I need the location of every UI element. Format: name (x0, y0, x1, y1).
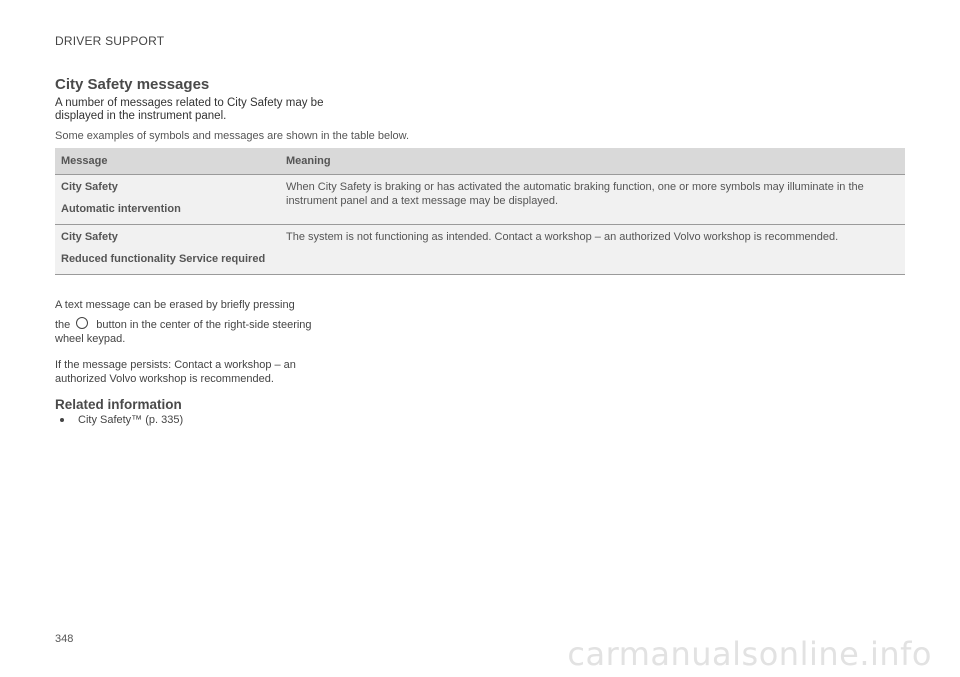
message-subtitle: Reduced functionality Service required (61, 252, 266, 265)
message-cell (55, 225, 280, 275)
message-cell (55, 175, 280, 225)
column-header-message: Message (55, 148, 280, 175)
section-header: DRIVER SUPPORT (55, 34, 165, 48)
erase-message-paragraph (55, 298, 335, 346)
messages-table (55, 148, 905, 275)
erase-before-icon: the (55, 319, 71, 331)
table-header-row (55, 148, 905, 175)
related-list (55, 414, 183, 426)
erase-line-1: A text message can be erased by briefly pressing (55, 299, 295, 311)
meaning-cell: When City Safety is braking or has activated the automatic braking function, one or more symbols may illuminate in the instrument panel and a text message may be displayed. (280, 175, 905, 225)
ok-button-icon (76, 317, 88, 329)
lead-paragraph: A number of messages related to City Safety may be displayed in the instrument panel. (55, 97, 324, 122)
page-title: City Safety messages (55, 76, 210, 93)
related-item[interactable] (55, 414, 183, 426)
column-header-meaning: Meaning (280, 148, 905, 175)
message-name: City Safety (61, 231, 118, 243)
meaning-cell: The system is not functioning as intended. Contact a workshop – an authorized Volvo workshop is recommended. (280, 225, 905, 275)
persist-paragraph: If the message persists: Contact a workshop – an authorized Volvo workshop is recommended. (55, 359, 296, 385)
related-heading: Related information (55, 397, 182, 412)
intro-text: Some examples of symbols and messages are shown in the table below. (55, 130, 410, 142)
related-link[interactable]: City Safety™ (p. 335) (78, 414, 184, 426)
message-name: City Safety (61, 181, 118, 193)
bullet-icon (60, 418, 64, 422)
table-row (55, 225, 905, 275)
page-number: 348 (55, 633, 74, 645)
message-subtitle: Automatic intervention (61, 202, 181, 215)
watermark: carmanualsonline.info (567, 635, 932, 673)
table-row (55, 175, 905, 225)
erase-after-icon: button in the center of the right-side steering wheel keypad. (55, 319, 312, 345)
